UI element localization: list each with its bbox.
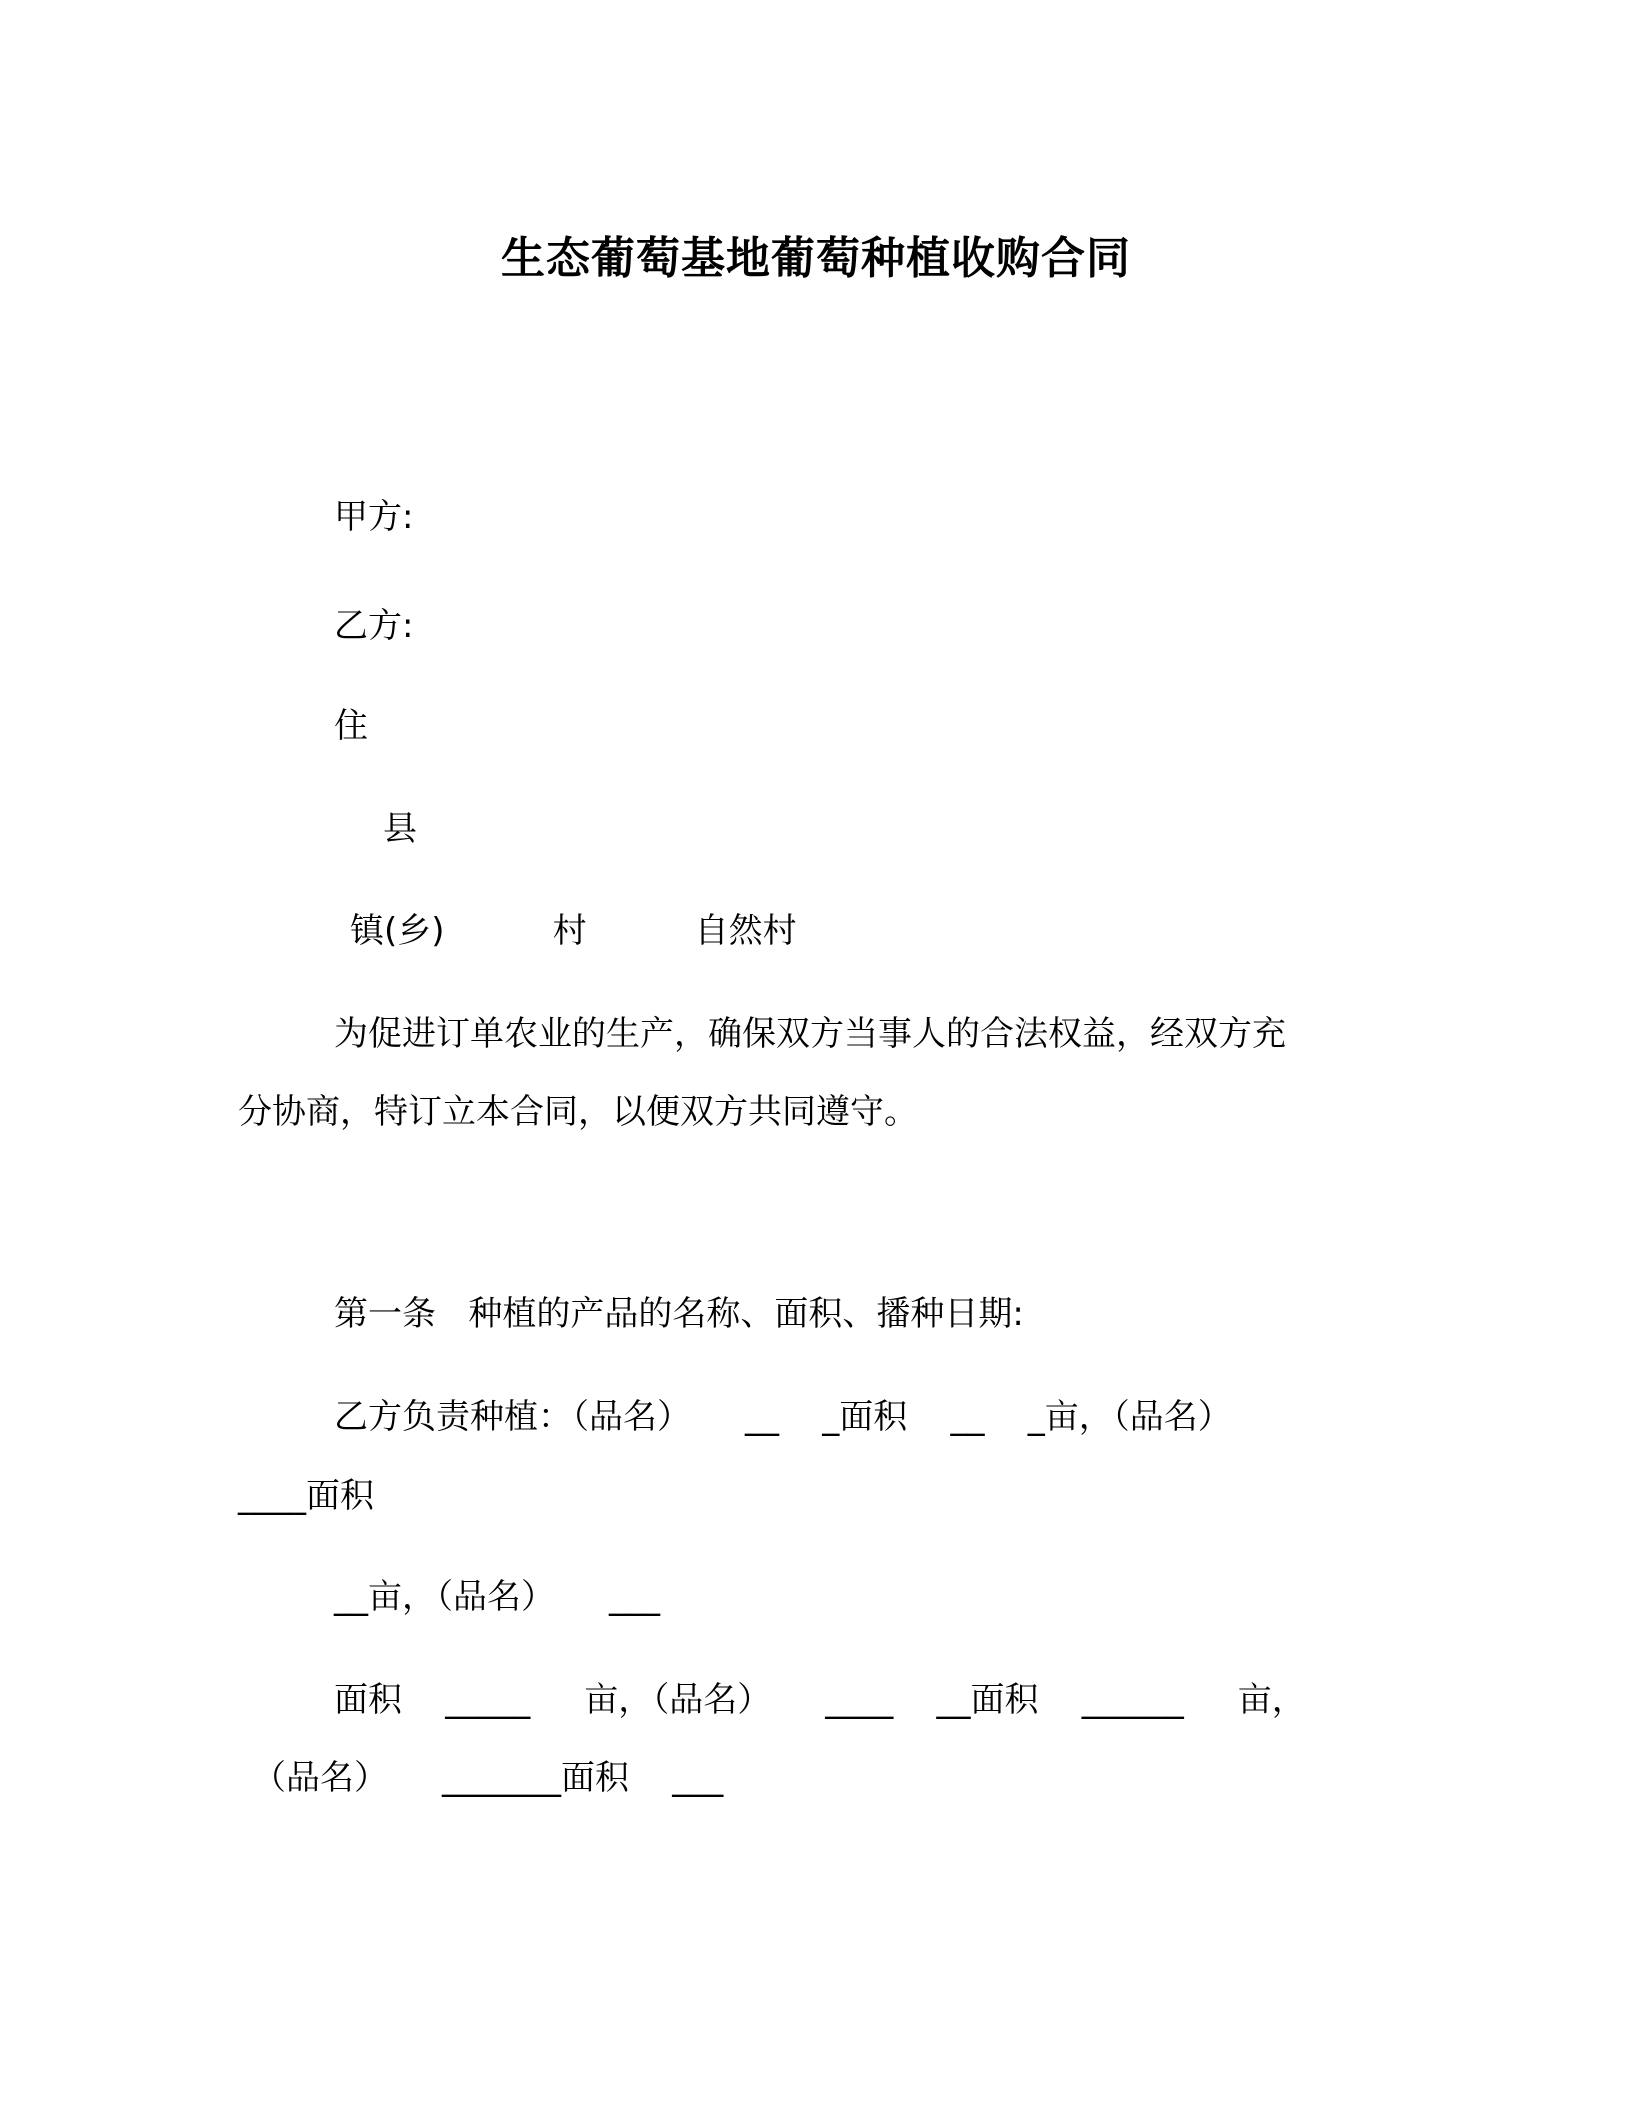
article-1-line-2: ____面积 [238,1476,374,1516]
article-1-heading: 第一条 种植的产品的名称、面积、播种日期: [334,1294,1024,1334]
town-village-line: 镇(乡) 村 自然村 [350,911,797,951]
party-b-label: 乙方: [334,606,414,646]
document-title: 生态葡萄基地葡萄种植收购合同 [501,233,1131,284]
address-label: 住 [334,706,368,746]
party-a-label: 甲方: [334,497,414,537]
article-1-line-5: （品名） _______面积 ___ [252,1758,724,1798]
article-1-line-4: 面积 _____ 亩，（品名） ____ __面积 ______ 亩， [334,1680,1306,1720]
preamble-line-1: 为促进订单农业的生产，确保双方当事人的合法权益，经双方充 [334,1014,1286,1054]
preamble-line-2: 分协商，特订立本合同，以便双方共同遵守。 [238,1092,918,1132]
article-1-line-3: __亩，（品名） ___ [334,1577,661,1617]
article-1-line-1: 乙方负责种植：（品名） __ _面积 __ _亩，（品名） [334,1397,1232,1437]
county-label: 县 [383,809,417,849]
